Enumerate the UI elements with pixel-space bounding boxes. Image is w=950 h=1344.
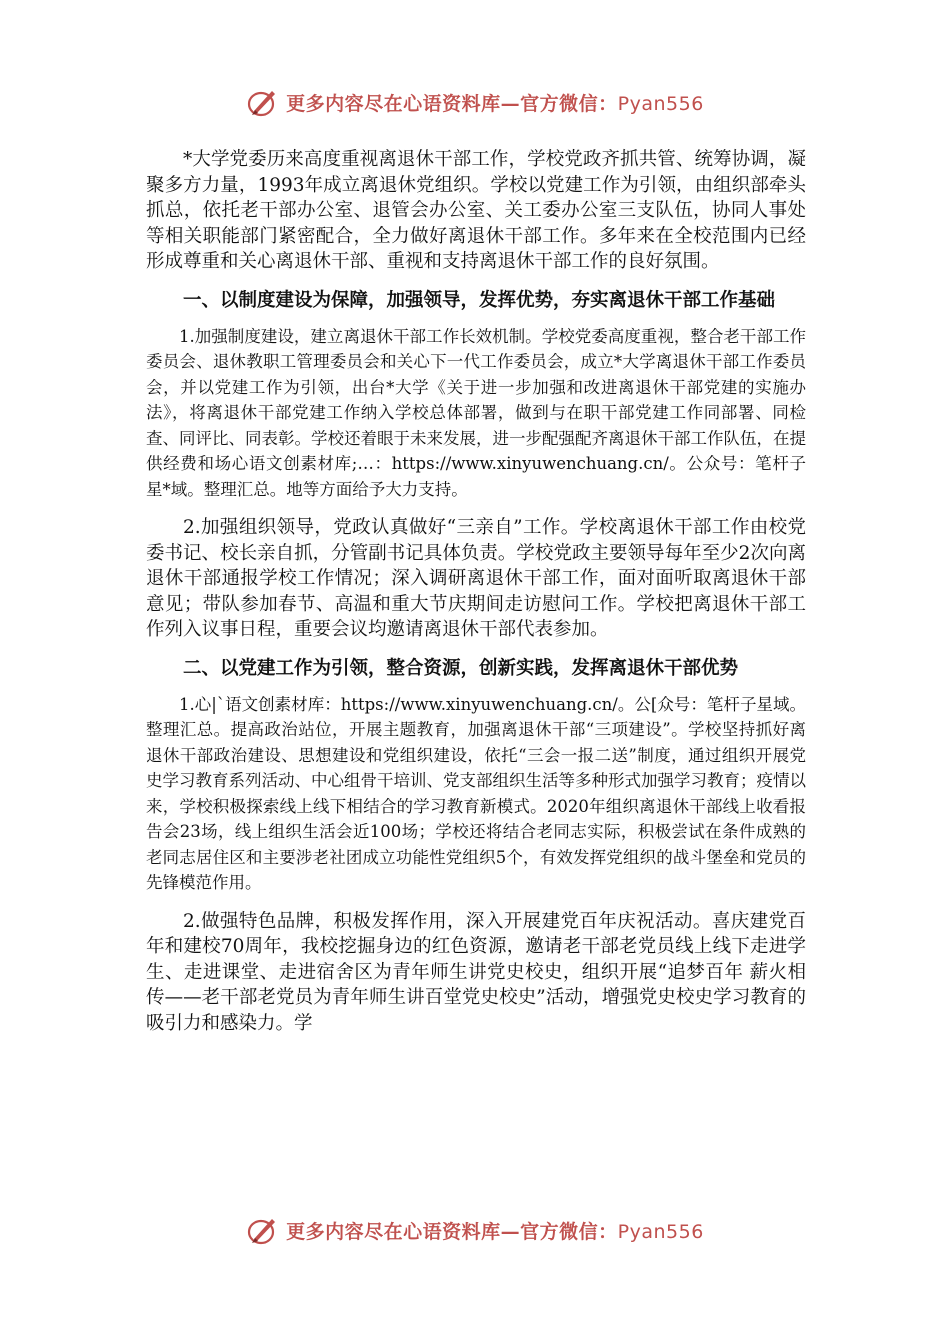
quill-pen-logo-icon — [246, 1213, 280, 1247]
section-2-paragraph-2: 2.做强特色品牌，积极发挥作用，深入开展建党百年庆祝活动。喜庆建党百年和建校70周年，我校挖掘身边的红色资源，邀请老干部老党员线上线下走进学生、走进课堂、走进宿舍区为青年师生讲党史校史，组织开展“追梦百年 薪火相传——老干部老党员为青年师生讲百堂党史校史”活动，增强党史校史学习教育的吸引力和感染力。学 — [146, 910, 806, 1034]
watermark-banner-top — [0, 82, 950, 122]
quill-pen-logo-icon — [246, 85, 280, 119]
watermark-caption: 更多内容尽在心语资料库—官方微信： — [286, 1220, 618, 1243]
watermark-caption: 更多内容尽在心语资料库—官方微信： — [286, 92, 618, 115]
section-2-paragraph-1: 1.心|`语文创素材库：https://www.xinyuwenchuang.cn/。公[众号：笔杆子星域。整理汇总。提高政治站位，开展主题教育，加强离退休干部“三项建设”。学校坚持抓好离退休干部政治建设、思想建设和党组织建设，依托“三会一报二送”制度，通过组织开展党史学习教育系列活动、中心组骨干培训、党支部组织生活等多种形式加强学习教育；疫情以来，学校积极探索线上线下相结合的学习教育新模式。2020年组织离退休干部线上收看报告会23场，线上组织生活会近100场；学校还将结合老同志实际，积极尝试在条件成熟的老同志居住区和主要涉老社团成立功能性党组织5个，有效发挥党组织的战斗堡垒和党员的先锋模范作用。 — [146, 694, 806, 893]
watermark-wechat-id: Pyan556 — [617, 1220, 704, 1243]
section-1-paragraph-1: 1.加强制度建设，建立离退休干部工作长效机制。学校党委高度重视，整合老干部工作委员会、退休教职工管理委员会和关心下一代工作委员会，成立*大学离退休干部工作委员会，并以党建工作为引领，出台*大学《关于进一步加强和改进离退休干部党建的实施办法》，将离退休干部党建工作纳入学校总体部署，做到与在职干部党建工作同部署、同检查、同评比、同表彰。学校还着眼于未来发展，进一步配强配齐离退休干部工作队伍，在提供经费和场心语文创素材库;…：https://www.xinyuwenchuang.cn/。公众号：笔杆子星*域。整理汇总。地等方面给予大力支持。 — [146, 326, 806, 499]
watermark-text — [286, 89, 704, 116]
document-body — [146, 147, 806, 1037]
section-2-heading: 二、以党建工作为引领，整合资源，创新实践，发挥离退休干部优势 — [183, 658, 739, 680]
section-1-paragraph-2: 2.加强组织领导，党政认真做好“三亲自”工作。学校离退休干部工作由校党委书记、校长亲自抓，分管副书记具体负责。学校党政主要领导每年至少2次向离退休干部通报学校工作情况；深入调研离退休干部工作，面对面听取离退休干部意见；带队参加春节、高温和重大节庆期间走访慰问工作。学校把离退休干部工作列入议事日程，重要会议均邀请离退休干部代表参加。 — [146, 517, 806, 641]
intro-paragraph: *大学党委历来高度重视离退休干部工作，学校党政齐抓共管、统筹协调，凝聚多方力量，1993年成立离退休党组织。学校以党建工作为引领，由组织部牵头抓总，依托老干部办公室、退管会办公室、关工委办公室三支队伍，协同人事处等相关职能部门紧密配合，全力做好离退休干部工作。多年来在全校范围内已经形成尊重和关心离退休干部、重视和支持离退休干部工作的良好氛围。 — [146, 149, 806, 273]
watermark-wechat-id: Pyan556 — [617, 92, 704, 115]
section-1-heading: 一、以制度建设为保障，加强领导，发挥优势，夯实离退休干部工作基础 — [183, 289, 776, 311]
watermark-banner-bottom — [0, 1210, 950, 1250]
watermark-text — [286, 1217, 704, 1244]
